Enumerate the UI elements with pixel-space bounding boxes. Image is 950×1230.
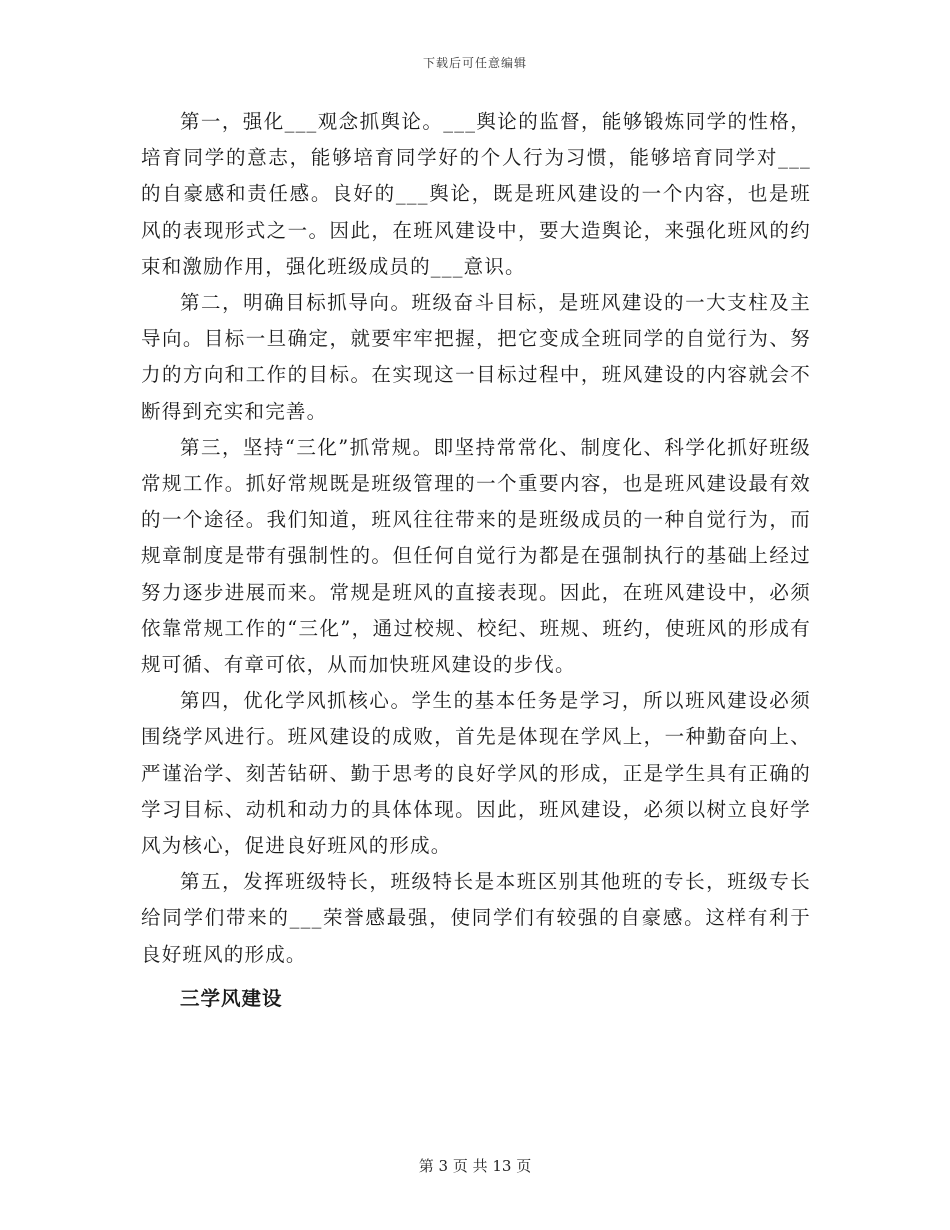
paragraph-4: 第四，优化学风抓核心。学生的基本任务是学习，所以班风建设必须围绕学风进行。班风建设的成败，首先是体现在学风上，一种勤奋向上、严谨治学、刻苦钻研、勤于思考的良好学风的形成，正是学生具有正确的学习目标、动机和动力的具体体现。因此，班风建设，必须以树立良好学风为核心，促进良好班风的形成。 — [141, 689, 811, 858]
paragraph-5: 第五，发挥班级特长，班级特长是本班区别其他班的专长，班级专长给同学们带来的___荣誉感最强，使同学们有较强的自豪感。这样有利于良好班风的形成。 — [141, 870, 811, 966]
paragraph-1: 第一，强化___观念抓舆论。___舆论的监督，能够锻炼同学的性格，培育同学的意志，能够培育同学好的个人行为习惯，能够培育同学对___的自豪感和责任感。良好的___舆论，既是班风建设的一个内容，也是班风的表现形式之一。因此，在班风建设中，要大造舆论，来强化班风的约束和激励作用，强化班级成员的___意识。 — [141, 110, 811, 278]
document-body — [141, 104, 811, 1017]
section-heading: 三学风建设 — [180, 986, 283, 1010]
paragraph-3: 第三，坚持“三化”抓常规。即坚持常常化、制度化、科学化抓好班级常规工作。抓好常规既是班级管理的一个重要内容，也是班风建设最有效的一个途径。我们知道，班风往往带来的是班级成员的一种自觉行为，而规章制度是带有强制性的。但任何自觉行为都是在强制执行的基础上经过努力逐步进展而来。常规是班风的直接表现。因此，在班风建设中，必须依靠常规工作的“三化”，通过校规、校纪、班规、班约，使班风的形成有规可循、有章可依，从而加快班风建设的步伐。 — [141, 435, 811, 677]
paragraph-2: 第二，明确目标抓导向。班级奋斗目标，是班风建设的一大支柱及主导向。目标一旦确定，就要牢牢把握，把它变成全班同学的自觉行为、努力的方向和工作的目标。在实现这一目标过程中，班风建设的内容就会不断得到充实和完善。 — [141, 291, 811, 423]
page-number-footer: 第 3 页 共 13 页 — [418, 1157, 532, 1175]
page-header: 下载后可任意编辑 — [422, 56, 527, 70]
